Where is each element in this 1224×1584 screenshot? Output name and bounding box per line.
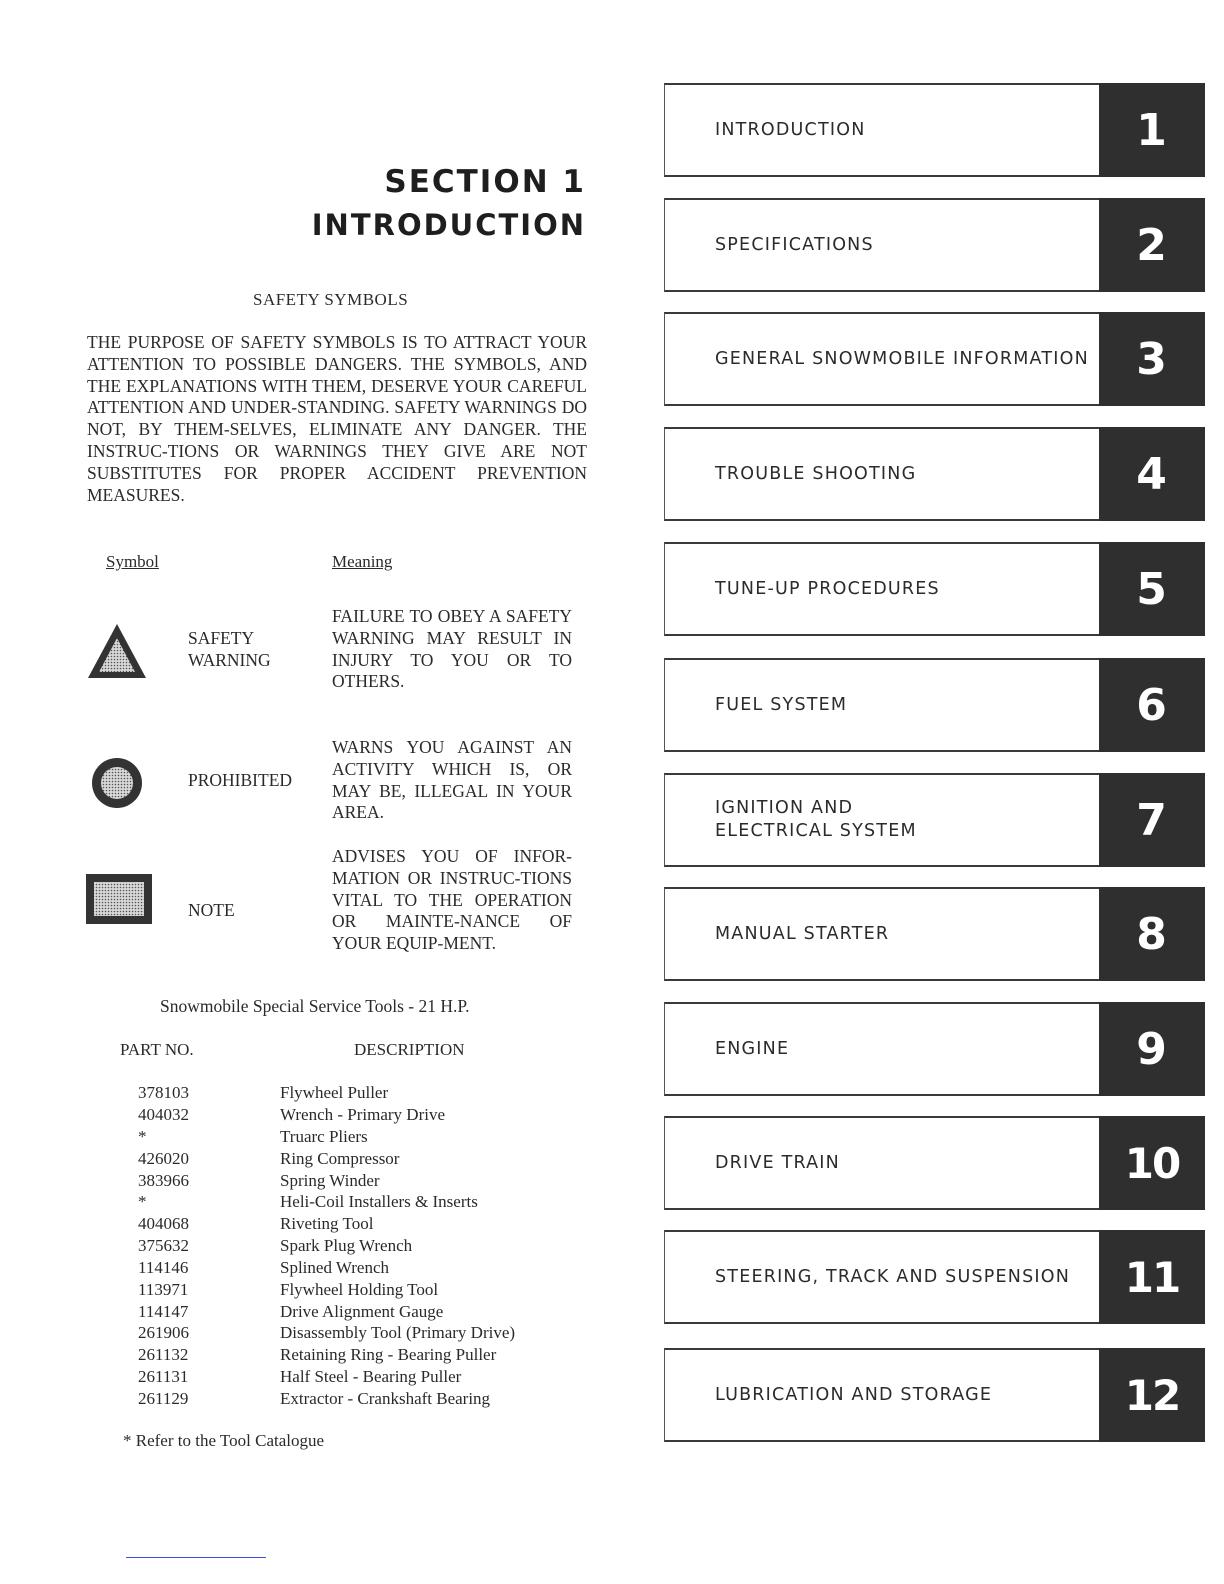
- section-tab-drive-train[interactable]: [664, 1116, 1205, 1210]
- table-row: [120, 1213, 580, 1235]
- circle-prohibited-icon: [90, 756, 144, 810]
- tool-description: Spring Winder: [280, 1171, 380, 1190]
- section-tab-tune-up[interactable]: [664, 542, 1205, 636]
- section-tab-label: TROUBLE SHOOTING: [715, 463, 917, 484]
- part-number: 114146: [138, 1258, 189, 1277]
- part-number: *: [138, 1127, 147, 1146]
- section-tab-lubrication[interactable]: [664, 1348, 1205, 1442]
- section-tab-number: 7: [1099, 773, 1205, 867]
- tools-footnote: * Refer to the Tool Catalogue: [123, 1431, 325, 1450]
- description-column-heading: DESCRIPTION: [354, 1040, 465, 1059]
- triangle-warning-icon: [86, 622, 148, 680]
- section-tab-number: 11: [1099, 1230, 1205, 1324]
- section-tab-specifications[interactable]: [664, 198, 1205, 292]
- section-tab-engine[interactable]: [664, 1002, 1205, 1096]
- section-tab-manual-starter[interactable]: [664, 887, 1205, 981]
- section-tab-steering[interactable]: [664, 1230, 1205, 1324]
- section-tab-label: ENGINE: [715, 1038, 790, 1059]
- section-tab-number: 2: [1099, 198, 1205, 292]
- section-tab-general-information[interactable]: [664, 312, 1205, 406]
- part-number: 404068: [138, 1214, 189, 1233]
- table-row: [120, 1170, 580, 1192]
- section-subtitle: INTRODUCTION: [311, 208, 586, 242]
- tool-description: Ring Compressor: [280, 1149, 400, 1168]
- table-row: [120, 1257, 580, 1279]
- section-tab-trouble-shooting[interactable]: [664, 427, 1205, 521]
- table-row: [120, 1344, 580, 1366]
- table-row: [120, 1235, 580, 1257]
- section-tab-label: FUEL SYSTEM: [715, 694, 848, 715]
- tool-description: Retaining Ring - Bearing Puller: [280, 1345, 497, 1364]
- table-row: [120, 1126, 580, 1148]
- section-tab-number: 10: [1099, 1116, 1205, 1210]
- part-number: 375632: [138, 1236, 189, 1255]
- tool-description: Truarc Pliers: [280, 1127, 368, 1146]
- section-tab-number: 12: [1099, 1348, 1205, 1442]
- tool-description: Drive Alignment Gauge: [280, 1302, 444, 1321]
- section-tab-label: LUBRICATION AND STORAGE: [715, 1384, 993, 1405]
- tool-description: Riveting Tool: [280, 1214, 374, 1233]
- part-number: 261132: [138, 1345, 189, 1364]
- section-tab-label: GENERAL SNOWMOBILE INFORMATION: [715, 348, 1089, 369]
- section-tab-number: 9: [1099, 1002, 1205, 1096]
- tool-description: Extractor - Crankshaft Bearing: [280, 1389, 491, 1408]
- part-number: 378103: [138, 1083, 189, 1102]
- table-row: [120, 1388, 580, 1410]
- tool-description: Half Steel - Bearing Puller: [280, 1367, 462, 1386]
- table-row: [120, 1366, 580, 1388]
- section-tab-label: TUNE-UP PROCEDURES: [715, 578, 940, 599]
- prohibited-label: PROHIBITED: [188, 770, 293, 790]
- safety-warning-meaning: FAILURE TO OBEY A SAFETY WARNING MAY RESULT IN INJURY TO YOU OR TO OTHERS.: [332, 606, 572, 692]
- table-row: [120, 1191, 580, 1213]
- part-number: 383966: [138, 1171, 189, 1190]
- note-label: NOTE: [188, 900, 235, 920]
- note-meaning: ADVISES YOU OF INFOR-MATION OR INSTRUC-TIONS VITAL TO THE OPERATION OR MAINTE-NANCE OF YOUR EQUIP-MENT.: [332, 846, 572, 954]
- section-tab-number: 8: [1099, 887, 1205, 981]
- part-number-column-heading: PART NO.: [120, 1040, 194, 1059]
- symbol-column-heading: Symbol: [106, 552, 159, 571]
- part-number: 261906: [138, 1323, 189, 1342]
- safety-symbols-heading: SAFETY SYMBOLS: [253, 290, 409, 309]
- section-tab-fuel-system[interactable]: [664, 658, 1205, 752]
- section-tab-number: 4: [1099, 427, 1205, 521]
- tools-heading: Snowmobile Special Service Tools - 21 H.P.: [160, 996, 470, 1016]
- section-tab-label: SPECIFICATIONS: [715, 234, 874, 255]
- part-number: 426020: [138, 1149, 189, 1168]
- section-tab-number: 6: [1099, 658, 1205, 752]
- tool-description: Disassembly Tool (Primary Drive): [280, 1323, 516, 1342]
- tool-description: Flywheel Holding Tool: [280, 1280, 439, 1299]
- part-number: 113971: [138, 1280, 189, 1299]
- tool-description: Splined Wrench: [280, 1258, 390, 1277]
- safety-purpose-paragraph: THE PURPOSE OF SAFETY SYMBOLS IS TO ATTRACT YOUR ATTENTION TO POSSIBLE DANGERS. THE SYMBOLS, AND THE EXPLANATIONS WITH THEM, DESERVE YOUR CAREFUL ATTENTION AND UNDER-STANDING. SAFETY WARNINGS DO NOT, BY THEM-SELVES, ELIMINATE ANY DANGER. THE INSTRUC-TIONS OR WARNINGS THEY GIVE ARE NOT SUBSTITUTES FOR PROPER ACCIDENT PREVENTION MEASURES.: [87, 332, 587, 505]
- section-tab-introduction[interactable]: [664, 83, 1205, 177]
- square-note-icon: [86, 874, 152, 924]
- part-number: 261129: [138, 1389, 189, 1408]
- table-row: [120, 1082, 580, 1104]
- section-tab-number: 5: [1099, 542, 1205, 636]
- section-tab-number: 1: [1099, 83, 1205, 177]
- part-number: *: [138, 1192, 147, 1211]
- table-row: [120, 1279, 580, 1301]
- tool-description: Spark Plug Wrench: [280, 1236, 413, 1255]
- meaning-column-heading: Meaning: [332, 552, 393, 571]
- section-tab-label: DRIVE TRAIN: [715, 1152, 840, 1173]
- section-title: SECTION 1: [384, 164, 586, 200]
- part-number: 404032: [138, 1105, 189, 1124]
- part-number: 261131: [138, 1367, 189, 1386]
- tool-description: Flywheel Puller: [280, 1083, 389, 1102]
- section-tab-ignition[interactable]: [664, 773, 1205, 867]
- tool-description: Heli-Coil Installers & Inserts: [280, 1192, 478, 1211]
- section-tab-label: INTRODUCTION: [715, 119, 866, 140]
- divider: [126, 1557, 266, 1558]
- table-row: [120, 1301, 580, 1323]
- section-tab-label: MANUAL STARTER: [715, 923, 890, 944]
- table-row: [120, 1104, 580, 1126]
- safety-warning-label: SAFETY WARNING: [188, 628, 271, 670]
- section-tab-label: IGNITION AND ELECTRICAL SYSTEM: [715, 798, 917, 841]
- tool-description: Wrench - Primary Drive: [280, 1105, 446, 1124]
- section-tab-number: 3: [1099, 312, 1205, 406]
- section-tab-label: STEERING, TRACK AND SUSPENSION: [715, 1266, 1071, 1287]
- table-row: [120, 1322, 580, 1344]
- part-number: 114147: [138, 1302, 189, 1321]
- table-row: [120, 1148, 580, 1170]
- prohibited-meaning: WARNS YOU AGAINST AN ACTIVITY WHICH IS, OR MAY BE, ILLEGAL IN YOUR AREA.: [332, 737, 572, 823]
